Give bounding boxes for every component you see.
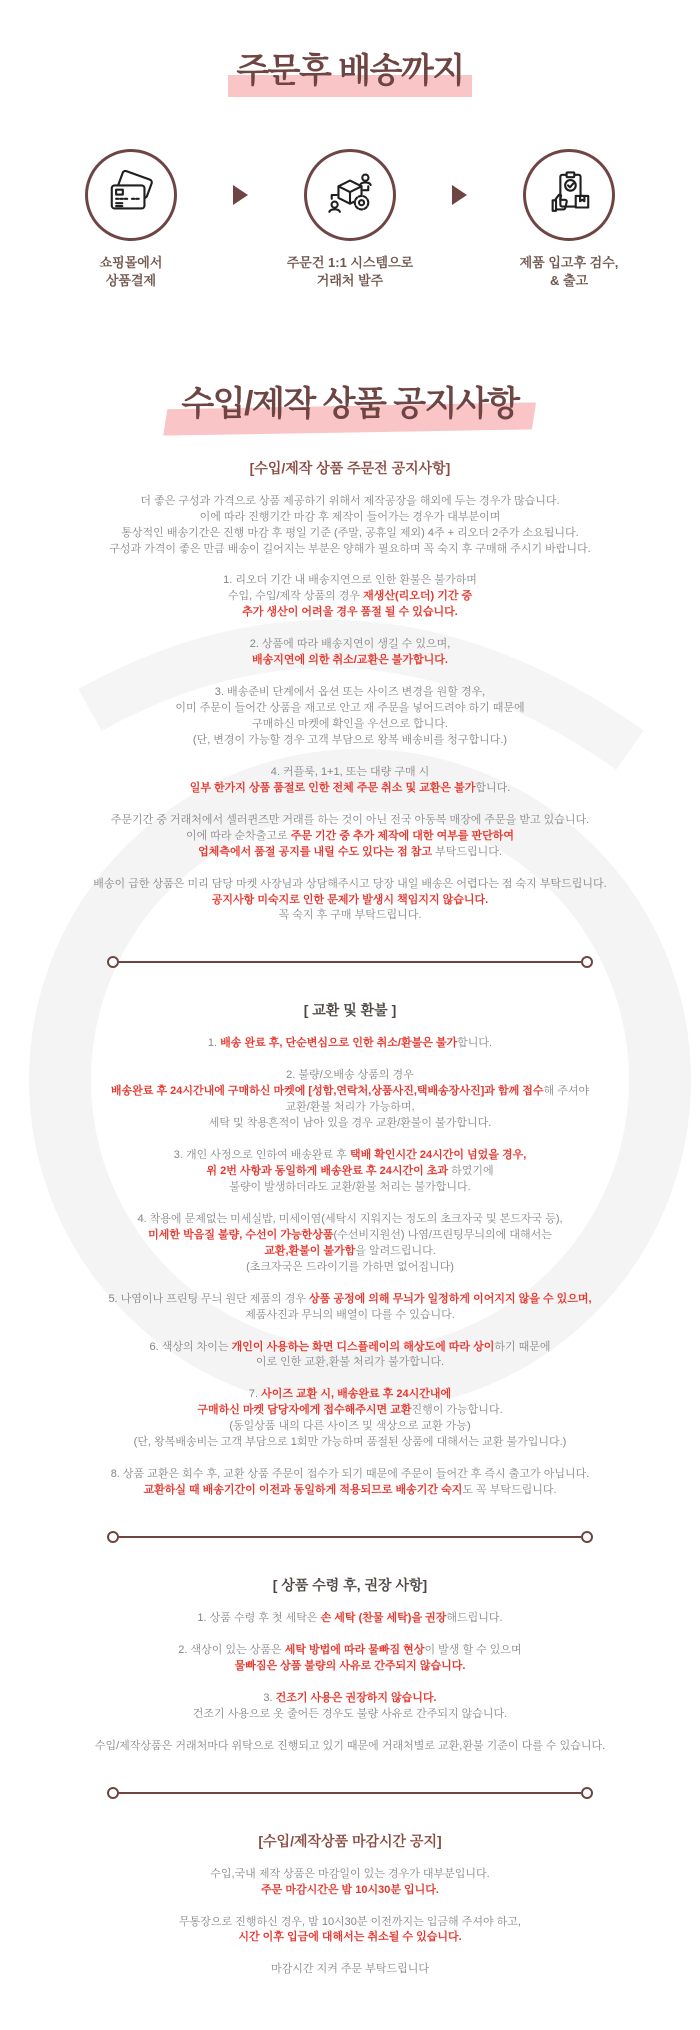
body-text: 1. 상품 수령 후 첫 세탁은 [197,1612,321,1624]
emphasis-text: 배송완료 후 24시간내에 구매하신 마켓에 [성함,연락처,상품사진,택배송장사진]과 함께 접수 [110,1085,544,1098]
body-text: 1. [207,1037,221,1050]
body-text: 불량이 발생하더라도 교환/환불 처리는 불가합니다. [229,1180,471,1193]
body-text: 마감시간 지켜 주문 부탁드립니다 [271,1963,429,1976]
notice-paragraph [18,1867,682,1899]
notice-body [18,458,682,1979]
step-payment-label-line1: 쇼핑몰에서 [99,254,163,270]
notice-paragraph [18,1611,682,1627]
section-divider [107,1531,593,1543]
notice-paragraph [18,1292,682,1324]
notice-paragraph [18,1915,682,1947]
body-text: 4. 착용에 문제없는 미세실밥, 미세이염(세탁시 지워지는 정도의 초크자국 및 본드자국 등), [137,1212,563,1225]
section-heading: [ 교환 및 환불 ] [303,1002,397,1019]
emphasis-text: 시간 이후 입금에 대해서는 취소될 수 있습니다. [238,1931,462,1944]
divider-line [119,961,581,963]
body-text: 6. 색상의 차이는 [149,1340,232,1353]
notice-paragraph [18,765,682,797]
emphasis-text: 구매하신 마켓 담당자에게 접수해주시면 교환 [197,1404,412,1417]
divider-endpoint-dot [107,956,119,968]
emphasis-text: 물빠짐은 상품 불량의 사유로 간주되지 않습니다. [234,1659,466,1672]
emphasis-text: 주문 마감시간은 밤 10시30분 입니다. [261,1883,439,1896]
body-text: 통상적인 배송기간은 진행 마감 후 평일 기준 (주말, 공휴일 제외) 4주 + 리오더 2주가 소요됩니다. [121,526,579,539]
divider-endpoint-dot [581,956,593,968]
notice-paragraph [18,877,682,925]
body-text: 수입/제작상품은 거래처마다 위탁으로 진행되고 있기 때문에 거래처별로 교환,환불 기준이 다를 수 있습니다. [94,1739,606,1752]
body-text: 구성과 가격이 좋은 만큼 배송이 길어지는 부분은 양해가 필요하며 꼭 숙지 후 구매해 주시기 바랍니다. [109,542,591,555]
body-text: 교환/환불 처리가 가능하며, [285,1101,415,1114]
emphasis-text: 업체측에서 품절 공지를 내릴 수도 있다는 점 참고 [198,845,433,858]
import-notice-title [0,383,700,426]
notice-paragraph [18,494,682,558]
body-text: 주문기간 중 거래처에서 셀러퀸즈만 거래를 하는 것이 아닌 전국 아동복 매장에 주문을 받고 있습니다. [110,813,590,826]
body-text: 합니다. [475,781,511,794]
emphasis-text: 공지사항 미숙지로 인한 문제가 발생시 책임지지 않습니다. [211,893,489,906]
notice-paragraph [18,1962,682,1978]
body-text: (단, 왕복배송비는 고객 부담으로 1회만 가능하며 품절된 상품에 대해서는 교환 불가입니다.) [133,1436,567,1449]
notice-paragraph [18,1739,682,1755]
step-inspection-shipping-label-line1: 제품 입고후 검수, [519,254,619,270]
section-divider [107,956,593,968]
body-text: (동일상품 내의 다른 사이즈 및 색상으로 교환 가능) [229,1420,471,1433]
emphasis-text: 일부 한가지 상품 품절로 인한 전체 주문 취소 및 교환은 불가 [189,781,476,794]
emphasis-text: 사이즈 교환 시, 배송완료 후 24시간내에 [261,1388,452,1401]
body-text: 해드립니다. [446,1612,503,1624]
import-notice-title-text: 수입/제작 상품 공지사항 [181,385,519,424]
body-text: 2. 상품에 따라 배송지연이 생길 수 있으며, [249,638,451,651]
emphasis-text: 미세한 박음질 불량, 수선이 가능한상품 [148,1228,334,1241]
body-text: 3. 배송준비 단계에서 옵션 또는 사이즈 변경을 원할 경우, [214,686,486,699]
divider-line [119,1792,581,1794]
credit-card-icon [106,170,156,220]
section-divider [107,1787,593,1799]
step-circle [85,149,177,241]
body-text: 수입, 수입/제작 상품의 경우 [227,590,364,603]
body-text: 4. 커플룩, 1+1, 또는 대량 구매 시 [270,765,430,778]
body-text: 구매하신 마켓에 확인을 우선으로 합니다. [252,718,448,730]
section-heading: [ 상품 수령 후, 권장 사항] [272,1577,428,1593]
notice-paragraph [18,1068,682,1132]
body-text: 무통장으로 진행하신 경우, 밤 10시30분 이전까지는 입금해 주셔야 하고, [179,1915,521,1928]
emphasis-text: 배송 완료 후, 단순변심으로 인한 취소/환불은 불가 [220,1037,458,1050]
body-text: 합니다. [457,1037,493,1050]
emphasis-text: 교환하실 때 배송기간이 이전과 동일하게 적용되므로 배송기간 숙지 [143,1484,463,1497]
step-circle [523,149,615,241]
emphasis-text: 손 세탁 (찬물 세탁)을 권장 [320,1612,447,1624]
body-text: 해 주셔야 [543,1085,590,1098]
body-text: 1. 리오더 기간 내 배송지연으로 인한 환불은 불가하며 [223,574,477,587]
body-text: (초크자국은 드라이기를 가하면 없어집니다) [246,1260,454,1273]
body-text: 2. 색상이 있는 상품은 [178,1643,285,1656]
step-inspection-shipping [481,149,657,292]
emphasis-text: 위 2번 사항과 동일하게 배송완료 후 24시간이 초과 [206,1165,449,1177]
step-order-system-label-line2: 거래처 발주 [316,273,384,289]
body-text: 부탁드립니다. [432,845,502,858]
step-payment-label-line2: 상품결제 [105,273,157,289]
emphasis-text: 상품 공정에 의해 무늬가 일정하게 이어지지 않을 수 있으며, [309,1292,592,1305]
order-to-delivery-title [0,0,700,93]
body-text: (단, 변경이 가능할 경우 고객 부담으로 왕복 배송비를 청구합니다.) [192,733,508,746]
divider-endpoint-dot [107,1531,119,1543]
emphasis-text: 택배 확인시간 24시간이 넘었을 경우, [350,1149,527,1162]
section-heading: [수입/제작 상품 주문전 공지사항] [249,459,451,476]
step-order-system-label [262,254,438,292]
notice-paragraph [18,813,682,861]
emphasis-text: 배송지연에 의한 취소/교환은 불가합니다. [252,654,448,667]
emphasis-text: 추가 생산이 어려울 경우 품절 될 수 있습니다. [242,606,458,619]
step-inspection-shipping-label [481,254,657,292]
divider-endpoint-dot [581,1787,593,1799]
body-text: 5. 나염이나 프린팅 무늬 원단 제품의 경우 [108,1292,310,1305]
divider-endpoint-dot [581,1531,593,1543]
inspection-shipping-icon [544,170,594,220]
flow-arrow-icon [452,185,467,205]
emphasis-text: 재생산(리오더) 기간 중 [363,590,473,603]
body-text: 7. [248,1388,262,1401]
notice-paragraph [18,1340,682,1372]
body-text: 꼭 숙지 후 구매 부탁드립니다. [278,909,422,922]
step-payment-label [43,254,219,292]
body-text: 이에 따라 순차출고로 [185,829,291,842]
notice-paragraph [18,685,682,749]
body-text: 진행이 가능합니다. [411,1404,503,1417]
step-inspection-shipping-label-line2: & 출고 [549,273,589,289]
body-text: 건조기 사용으로 옷 줄어든 경우도 불량 사유로 간주되지 않습니다. [192,1707,508,1720]
notice-paragraph [18,573,682,621]
order-process-steps [0,149,700,292]
body-text: 더 좋은 구성과 가격으로 상품 제공하기 위해서 제작공장을 해외에 두는 경우가 많습니다. [140,494,560,507]
body-text: 도 꼭 부탁드립니다. [462,1484,557,1497]
body-text: 2. 불량/오배송 상품의 경우 [286,1069,414,1082]
body-text: 하기 때문에 [494,1340,551,1353]
body-text: 하였기에 [448,1165,494,1177]
notice-paragraph [18,1387,682,1451]
body-text: 배송이 급한 상품은 미리 담당 마켓 사장님과 상담해주시고 당장 내일 배송은 어렵다는 점 숙지 부탁드립니다. [93,877,607,890]
flow-arrow-icon [233,185,248,205]
step-circle [304,149,396,241]
body-text: 수입,국내 제작 상품은 마감일이 있는 경우가 대부분입니다. [210,1867,490,1880]
emphasis-text: 개인이 사용하는 화면 디스플레이의 해상도에 따라 상이 [231,1340,495,1353]
divider-line [119,1536,581,1538]
section-heading: [수입/제작상품 마감시간 공지] [258,1832,442,1849]
body-text: 이 발생 할 수 있으며 [424,1643,522,1656]
body-text: 이미 주문이 들어간 상품을 재고로 안고 재 주문을 넣어드려야 하기 때문에 [175,702,525,715]
body-text: 이에 따라 진행기간 마감 후 제작이 들어가는 경우가 대부분이며 [199,510,501,523]
step-order-system-label-line1: 주문건 1:1 시스템으로 [286,254,414,270]
notice-paragraph [18,1036,682,1052]
order-system-icon [325,170,375,220]
body-text: 8. 상품 교환은 회수 후, 교환 상품 주문이 접수가 되기 때문에 주문이 들어간 후 즉시 출고가 아닙니다. [110,1468,590,1481]
body-text: 이로 인한 교환,환불 처리가 불가합니다. [255,1356,445,1369]
order-to-delivery-title-text: 주문후 배송까지 [236,52,464,90]
emphasis-text: 세탁 방법에 따라 물빠짐 현상 [284,1643,425,1656]
step-payment [43,149,219,292]
notice-paragraph [18,1643,682,1675]
emphasis-text: 건조기 사용은 권장하지 않습니다. [275,1691,437,1704]
notice-paragraph [18,637,682,669]
body-text: 세탁 및 착용흔적이 남아 있을 경우 교환/환불이 불가합니다. [208,1117,492,1130]
divider-endpoint-dot [107,1787,119,1799]
body-text: 제품사진과 무늬의 배열이 다를 수 있습니다. [245,1308,455,1321]
body-text: 3. 개인 사정으로 인하여 배송완료 후 [173,1149,350,1162]
emphasis-text: 교환,환불이 불가함 [264,1244,356,1257]
step-order-system [262,149,438,292]
body-text: 을 알려드립니다. [355,1244,436,1257]
notice-paragraph [18,1691,682,1723]
notice-paragraph [18,1148,682,1196]
body-text: 3. [263,1691,276,1704]
emphasis-text: 주문 기간 중 추가 제작에 대한 여부를 판단하여 [290,829,515,842]
body-text: (수선비지원선) 나염/프린팅무늬의에 대해서는 [333,1228,552,1241]
notice-paragraph [18,1467,682,1499]
notice-paragraph [18,1212,682,1276]
